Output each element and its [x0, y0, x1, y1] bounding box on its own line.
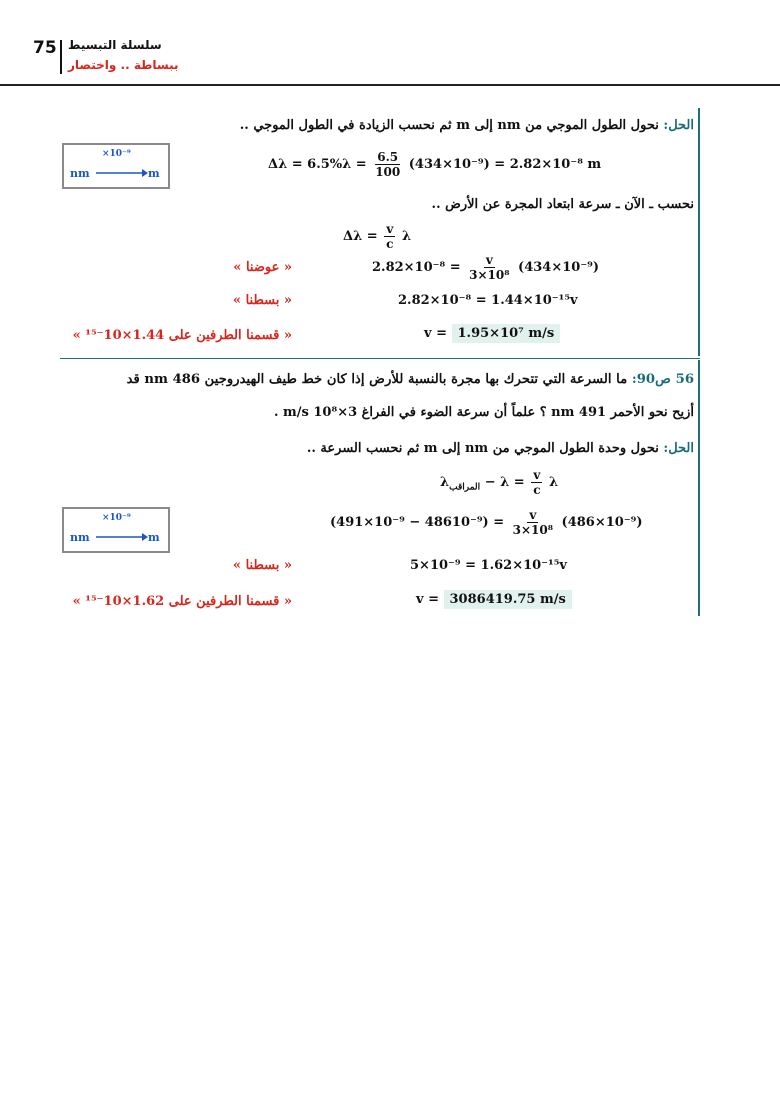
question56-border — [698, 360, 700, 616]
fraction — [373, 150, 402, 179]
solution1-intro: نحول الطول الموجي من nm إلى m ثم نحسب الزيادة في الطول الموجي .. — [239, 118, 659, 133]
sub-lhs: 2.82×10⁻⁸ = — [372, 260, 461, 275]
series-tagline: ببساطة .. واختصار — [68, 58, 179, 72]
question-number: 56 ص90: — [631, 372, 694, 387]
simplified-equation-1: 2.82×10⁻⁸ = 1.44×10⁻¹⁵v — [398, 293, 578, 308]
unit-conversion-box-1 — [62, 143, 170, 189]
doppler-formula-2 — [440, 468, 558, 497]
question56-text1: ما السرعة التي تتحرك بها مجرة بالنسبة للأرض إذا كان خط طيف الهيدروجين 486 nm قد — [126, 372, 628, 387]
fraction-numerator: v — [386, 222, 394, 236]
conversion-factor: ×10⁻⁹ — [102, 149, 131, 159]
doppler-formula-1 — [343, 222, 411, 251]
question56-line1 — [127, 372, 694, 387]
formula-mid: − λ = — [484, 475, 525, 490]
sub-lhs: (491×10⁻⁹ − 48610⁻⁹) = — [330, 515, 505, 530]
fraction-denominator: 3×10⁸ — [512, 523, 554, 537]
formula-lhs: λ — [440, 475, 450, 490]
unit-conversion-box-2 — [62, 507, 170, 553]
answer-1 — [424, 326, 560, 341]
conversion-from-unit: nm — [70, 167, 90, 180]
sub-tail: (486×10⁻⁹) — [561, 515, 643, 530]
delta-lambda-equation — [268, 150, 601, 179]
conversion-to-unit: m — [148, 167, 160, 180]
page-number: 75 — [33, 38, 57, 58]
arrow-right-icon — [96, 167, 148, 179]
fraction-denominator: 3×10⁸ — [469, 268, 510, 282]
solution2-label: الحل: — [663, 441, 694, 456]
solution1-border — [698, 108, 700, 356]
question56-line2: أزيح نحو الأحمر 491 nm ؟ علماً أن سرعة الضوء في الفراغ 3×10⁸ m/s . — [273, 405, 694, 420]
fraction-numerator: v — [485, 253, 493, 267]
fraction — [511, 508, 555, 537]
header-divider — [60, 40, 62, 74]
step-label-substitute: « عوضنا » — [233, 260, 292, 275]
substitution-equation-2 — [330, 508, 643, 537]
solution1-intro-line — [240, 118, 694, 133]
formula-subscript: المراقب — [449, 482, 481, 493]
step-label-simplify-2: « بسطنا » — [232, 558, 292, 573]
fraction-denominator: c — [386, 237, 394, 251]
fraction-numerator: 6.5 — [377, 150, 399, 164]
answer-2 — [416, 592, 572, 607]
solution2-intro: نحول وحدة الطول الموجي من nm إلى m ثم نحسب السرعة .. — [306, 441, 659, 456]
section-separator — [60, 358, 700, 359]
fraction — [384, 222, 395, 251]
fraction-numerator: v — [533, 468, 541, 482]
series-title: سلسلة التبسيط — [68, 38, 162, 52]
header-rule — [0, 84, 780, 86]
formula-lhs: Δλ = — [343, 229, 378, 244]
fraction — [531, 468, 542, 497]
fraction-numerator: v — [529, 508, 537, 522]
answer-value-highlight: 1.95×10⁷ m/s — [452, 324, 561, 343]
solution1-next-step: نحسب ـ الآن ـ سرعة ابتعاد المجرة عن الأرض .. — [431, 197, 694, 212]
solution1-label: الحل: — [663, 118, 694, 133]
fraction-denominator: 100 — [375, 165, 401, 179]
answer-value-highlight: 3086419.75 m/s — [444, 590, 572, 609]
delta-rhs: (434×10⁻⁹) = 2.82×10⁻⁸ m — [408, 157, 602, 172]
answer-lhs: v = — [416, 592, 439, 607]
formula-tail: λ — [402, 229, 412, 244]
solution2-intro-line — [307, 441, 694, 456]
conversion-to-unit: m — [148, 531, 160, 544]
step-label-divide-1: « قسمنا الطرفين على 1.44×10⁻¹⁵ » — [72, 328, 292, 343]
conversion-from-unit: nm — [70, 531, 90, 544]
simplified-equation-2: 5×10⁻⁹ = 1.62×10⁻¹⁵v — [410, 558, 567, 573]
sub-tail: (434×10⁻⁹) — [518, 260, 600, 275]
substitution-equation-1 — [372, 253, 599, 282]
step-label-simplify-1: « بسطنا » — [232, 293, 292, 308]
answer-lhs: v = — [424, 326, 447, 341]
fraction — [467, 253, 511, 282]
conversion-factor: ×10⁻⁹ — [102, 513, 131, 523]
step-label-divide-2: « قسمنا الطرفين على 1.62×10⁻¹⁵ » — [72, 594, 292, 609]
fraction-denominator: c — [533, 483, 541, 497]
formula-tail: λ — [549, 475, 559, 490]
delta-lhs: Δλ = 6.5%λ = — [268, 157, 367, 172]
arrow-right-icon — [96, 531, 148, 543]
